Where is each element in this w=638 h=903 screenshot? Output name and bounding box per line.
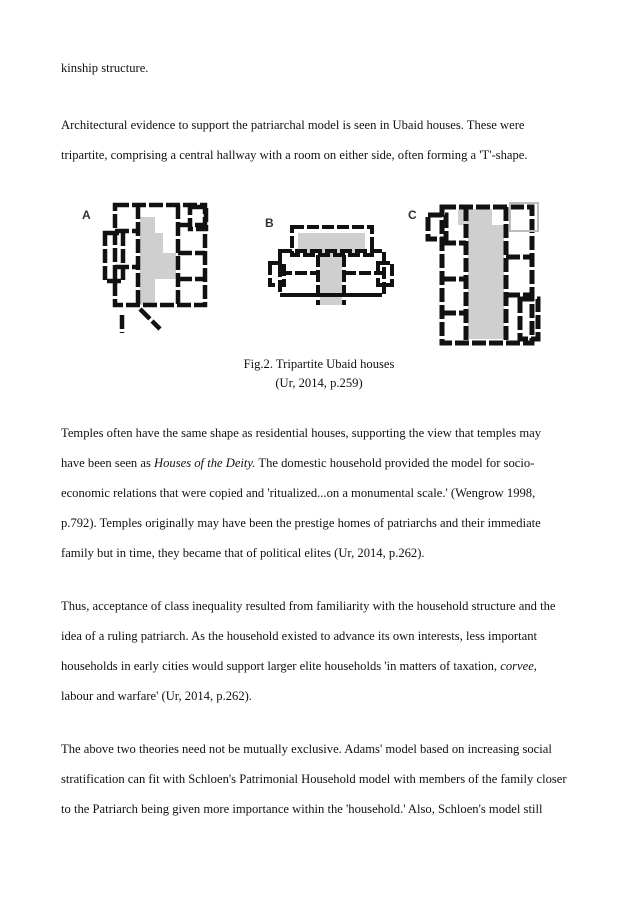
label-c: C [408, 208, 417, 222]
text-line: stratification can fit with Schloen's Patrimonial Household model with members of the family closer [61, 772, 567, 786]
text-line: The above two theories need not be mutually exclusive. Adams' model based on increasing social [61, 742, 552, 756]
text-line: Temples often have the same shape as residential houses, supporting the view that temples may [61, 426, 542, 440]
figure-ubaid-houses [70, 195, 560, 350]
text-line: tripartite, comprising a central hallway with a room on either side, often forming a 'T'-shape. [61, 148, 528, 162]
text-line: family but in time, they became that of political elites (Ur, 2014, p.262). [61, 546, 425, 560]
floor-plan-c [408, 203, 538, 343]
text-line: Thus, acceptance of class inequality resulted from familiarity with the household structure and the [61, 599, 556, 613]
label-a: A [82, 208, 91, 222]
italic-text: corvee [500, 659, 534, 673]
text-line: have been seen as Houses of the Deity. The domestic household provided the model for socio- [61, 456, 535, 470]
label-b: B [265, 216, 274, 230]
text-line: to the Patriarch being given more importance within the 'household.' Also, Schloen's model still [61, 802, 543, 816]
text-line: economic relations that were copied and 'ritualized...on a monumental scale.' (Wengrow 1998, [61, 486, 536, 500]
floor-plan-b [265, 216, 392, 305]
text-line: labour and warfare' (Ur, 2014, p.262). [61, 689, 252, 703]
text-line: p.792). Temples originally may have been the prestige homes of patriarchs and their immediate [61, 516, 541, 530]
floor-plans-svg [70, 195, 560, 350]
text-line: Architectural evidence to support the patriarchal model is seen in Ubaid houses. These were [61, 118, 525, 132]
central-hall-a [140, 217, 176, 305]
figure-caption-line-1: Fig.2. Tripartite Ubaid houses [243, 357, 395, 371]
text-line: kinship structure. [61, 61, 149, 75]
figure-caption-line-2: (Ur, 2014, p.259) [275, 376, 363, 390]
floor-plan-a [82, 205, 206, 333]
text-line: households in early cities would support larger elite households 'in matters of taxation, corvee, [61, 659, 537, 673]
italic-text: Houses of the Deity. [154, 456, 256, 470]
text-line: idea of a ruling patriarch. As the household existed to advance its own interests, less important [61, 629, 537, 643]
